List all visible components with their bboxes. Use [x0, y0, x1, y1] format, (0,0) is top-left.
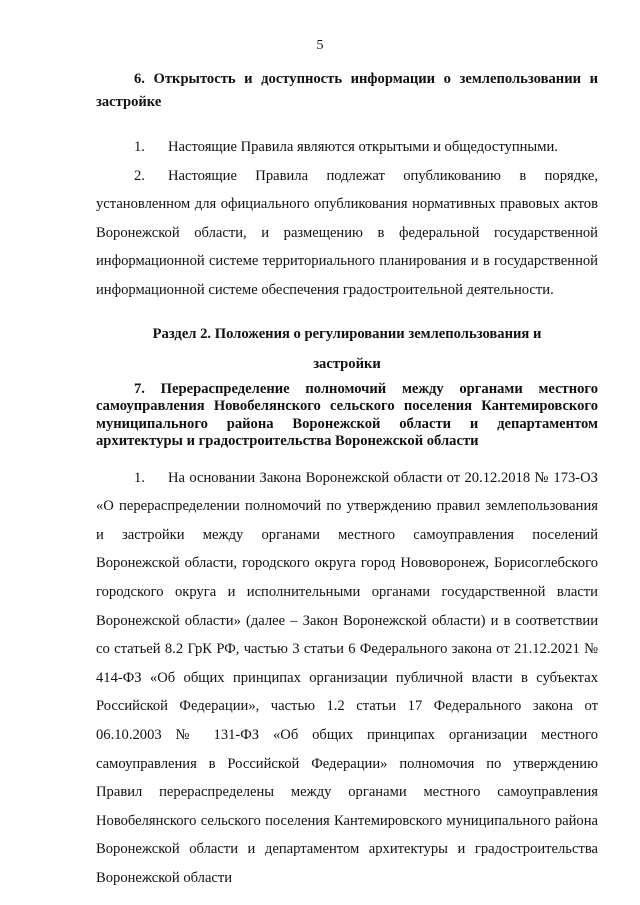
section-6-item-2: [96, 162, 598, 305]
section-6-title: 6. Открытость и доступность информации о землепользовании и застройке: [96, 71, 598, 110]
item-text: Настоящие Правила являются открытыми и общедоступными.: [168, 139, 558, 155]
part-2-title-line-2: застройки: [313, 355, 381, 372]
section-6-item-1: [96, 133, 598, 162]
section-7-item-1: [96, 464, 598, 893]
item-number: 2.: [134, 167, 145, 184]
item-text: На основании Закона Воронежской области от 20.12.2018 № 173-ОЗ «О перераспределении полномочий по утверждению правил землепользования и застройки между органами местного самоуправления поселений Воронежской области, городского округа город Нововоронеж, Борисоглебского городского округа и исполнительными органами государственной власти Воронежской области» (далее – Закон Воронежской области) и в соответствии со статьей 8.2 ГрК РФ, частью 3 статьи 6 Федерального закона от 21.12.2021 № 414-ФЗ «Об общих принципах организации публичной власти в субъектах Российской Федерации», частью 1.2 статьи 17 Федерального закона от 06.10.2003 № 131-ФЗ «Об общих принципах организации местного самоуправления в Российской Федерации» полномочия по утверждению Правил перераспределены между органами местного самоуправления Новобелянского сельского поселения Кантемировского муниципального района Воронежской области и департаментом архитектуры и градостроительства Воронежской области: [96, 469, 598, 886]
item-number: 1.: [134, 139, 145, 155]
page-number: 5: [316, 38, 324, 53]
item-text: Настоящие Правила подлежат опубликованию в порядке, установленном для официального опубликования нормативных правовых актов Воронежской области, и размещению в федеральной государственной информационной системе территориального планирования и в государственной информационной системе обеспечения градостроительной деятельности.: [96, 167, 598, 298]
item-number: 1.: [134, 469, 145, 486]
document-body: [96, 68, 598, 892]
section-7-title: 7. Перераспределение полномочий между органами местного самоуправления Новобелянского сельского поселения Кантемировского муниципального района Воронежской области и департаментом архитектуры и градостроительства Воронежской области: [96, 380, 598, 450]
part-2-title-line-1: Раздел 2. Положения о регулировании землепользования и: [152, 325, 542, 342]
